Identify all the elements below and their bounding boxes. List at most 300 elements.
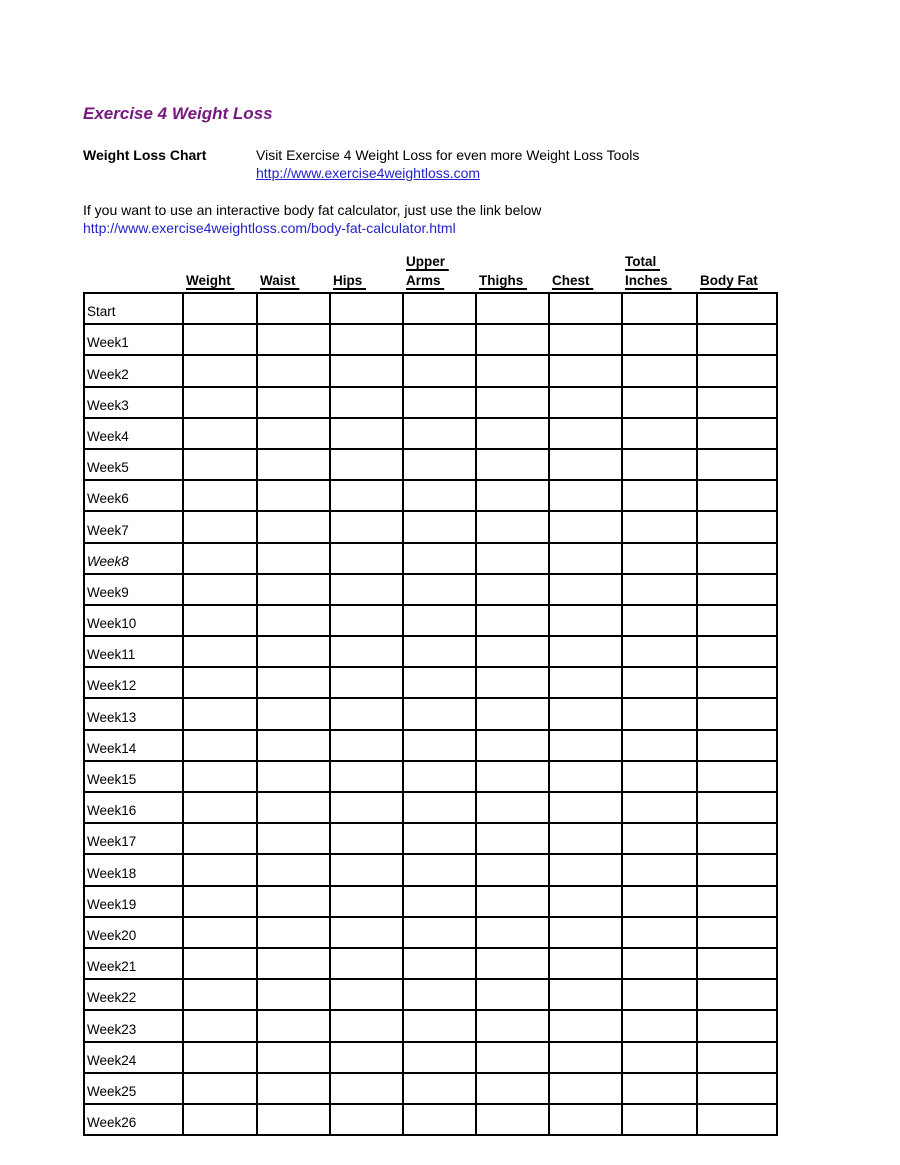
data-cell <box>183 1104 257 1135</box>
data-cell <box>403 574 476 605</box>
data-cell <box>183 1010 257 1041</box>
data-cell <box>476 698 549 729</box>
header-line: Inches <box>625 272 672 288</box>
data-cell <box>330 979 403 1010</box>
data-cell <box>476 605 549 636</box>
data-cell <box>183 511 257 542</box>
data-cell <box>476 324 549 355</box>
data-cell <box>257 355 330 386</box>
data-cell <box>697 917 777 948</box>
data-cell <box>403 1010 476 1041</box>
data-cell <box>549 355 622 386</box>
data-cell <box>330 761 403 792</box>
data-cell <box>257 979 330 1010</box>
data-cell <box>476 449 549 480</box>
data-cell <box>476 761 549 792</box>
table-row <box>84 979 777 1010</box>
data-cell <box>330 948 403 979</box>
table-row <box>84 511 777 542</box>
row-label: Week14 <box>84 730 183 761</box>
header-line: Waist <box>260 272 300 288</box>
data-cell <box>403 355 476 386</box>
data-cell <box>183 1042 257 1073</box>
data-cell <box>403 449 476 480</box>
data-cell <box>403 792 476 823</box>
col-header-waist <box>257 272 330 291</box>
data-cell <box>330 823 403 854</box>
calculator-link[interactable]: http://www.exercise4weightloss.com/body-fat-calculator.html <box>83 220 456 236</box>
data-cell <box>549 854 622 885</box>
row-label: Week26 <box>84 1104 183 1135</box>
row-label: Week12 <box>84 667 183 698</box>
data-cell <box>183 387 257 418</box>
header-line: Thighs <box>479 272 527 288</box>
data-cell <box>622 698 697 729</box>
data-cell <box>549 667 622 698</box>
data-cell <box>257 1042 330 1073</box>
data-cell <box>257 1010 330 1041</box>
row-label: Week23 <box>84 1010 183 1041</box>
data-cell <box>549 823 622 854</box>
data-cell <box>697 1010 777 1041</box>
data-cell <box>476 948 549 979</box>
data-cell <box>697 605 777 636</box>
data-cell <box>622 761 697 792</box>
data-cell <box>183 730 257 761</box>
promo-block <box>256 146 639 182</box>
data-cell <box>183 418 257 449</box>
table-row <box>84 730 777 761</box>
data-cell <box>257 948 330 979</box>
data-cell <box>183 667 257 698</box>
row-label: Week18 <box>84 854 183 885</box>
data-cell <box>549 636 622 667</box>
data-cell <box>549 886 622 917</box>
data-cell <box>257 917 330 948</box>
table-row <box>84 948 777 979</box>
data-cell <box>183 605 257 636</box>
data-cell <box>697 730 777 761</box>
row-label: Week19 <box>84 886 183 917</box>
table-row <box>84 480 777 511</box>
data-cell <box>257 823 330 854</box>
table-row <box>84 823 777 854</box>
row-label: Week25 <box>84 1073 183 1104</box>
data-cell <box>183 324 257 355</box>
data-cell <box>183 948 257 979</box>
row-label: Week11 <box>84 636 183 667</box>
data-cell <box>257 574 330 605</box>
data-cell <box>476 1010 549 1041</box>
data-cell <box>697 574 777 605</box>
table-row <box>84 636 777 667</box>
data-cell <box>330 1104 403 1135</box>
data-cell <box>549 511 622 542</box>
data-cell <box>622 636 697 667</box>
data-cell <box>183 480 257 511</box>
table-row <box>84 355 777 386</box>
row-label: Week22 <box>84 979 183 1010</box>
data-cell <box>697 667 777 698</box>
col-header-body-fat <box>697 272 777 291</box>
intro-row <box>83 146 783 182</box>
table-row <box>84 324 777 355</box>
data-cell <box>697 1042 777 1073</box>
data-cell <box>549 792 622 823</box>
data-cell <box>476 730 549 761</box>
data-cell <box>257 324 330 355</box>
data-cell <box>183 854 257 885</box>
data-cell <box>257 698 330 729</box>
table-body <box>84 293 777 1135</box>
data-cell <box>622 1042 697 1073</box>
table-row <box>84 761 777 792</box>
data-cell <box>403 293 476 324</box>
data-cell <box>549 730 622 761</box>
row-label: Week24 <box>84 1042 183 1073</box>
data-cell <box>403 730 476 761</box>
data-cell <box>622 449 697 480</box>
row-label: Week2 <box>84 355 183 386</box>
row-label: Week8 <box>84 543 183 574</box>
data-cell <box>549 543 622 574</box>
data-cell <box>476 917 549 948</box>
data-cell <box>330 387 403 418</box>
data-cell <box>183 698 257 729</box>
data-cell <box>549 605 622 636</box>
data-cell <box>257 293 330 324</box>
data-cell <box>476 574 549 605</box>
row-label: Week15 <box>84 761 183 792</box>
table-row <box>84 449 777 480</box>
data-cell <box>330 917 403 948</box>
data-cell <box>549 449 622 480</box>
data-cell <box>476 979 549 1010</box>
weight-loss-chart-label: Weight Loss Chart <box>83 147 207 163</box>
data-cell <box>622 854 697 885</box>
data-cell <box>476 480 549 511</box>
data-cell <box>622 792 697 823</box>
data-cell <box>257 387 330 418</box>
table-row <box>84 605 777 636</box>
data-cell <box>697 449 777 480</box>
promo-text: Visit Exercise 4 Weight Loss for even more Weight Loss Tools <box>256 147 640 163</box>
data-cell <box>403 917 476 948</box>
header-line: Upper <box>406 254 449 269</box>
data-cell <box>403 543 476 574</box>
data-cell <box>697 480 777 511</box>
data-cell <box>476 636 549 667</box>
data-cell <box>622 667 697 698</box>
data-cell <box>403 667 476 698</box>
data-cell <box>697 792 777 823</box>
data-cell <box>697 854 777 885</box>
row-label: Week7 <box>84 511 183 542</box>
data-cell <box>476 886 549 917</box>
data-cell <box>330 854 403 885</box>
header-line: Total <box>625 254 660 269</box>
table-row <box>84 1104 777 1135</box>
row-label: Week10 <box>84 605 183 636</box>
document-content <box>83 104 783 1136</box>
data-cell <box>622 574 697 605</box>
data-cell <box>403 480 476 511</box>
data-cell <box>622 418 697 449</box>
data-cell <box>697 886 777 917</box>
data-cell <box>183 449 257 480</box>
data-cell <box>330 605 403 636</box>
data-cell <box>257 605 330 636</box>
promo-link[interactable]: http://www.exercise4weightloss.com <box>256 165 481 181</box>
table-row <box>84 1010 777 1041</box>
data-cell <box>549 324 622 355</box>
data-cell <box>622 886 697 917</box>
data-cell <box>330 355 403 386</box>
table-row <box>84 543 777 574</box>
data-cell <box>183 917 257 948</box>
data-cell <box>697 698 777 729</box>
data-cell <box>549 1073 622 1104</box>
data-cell <box>697 1073 777 1104</box>
data-cell <box>257 1104 330 1135</box>
data-cell <box>330 418 403 449</box>
table-header-row <box>83 253 783 290</box>
data-cell <box>622 730 697 761</box>
data-cell <box>622 387 697 418</box>
data-cell <box>476 355 549 386</box>
data-cell <box>330 886 403 917</box>
table-row <box>84 698 777 729</box>
data-cell <box>622 948 697 979</box>
data-cell <box>257 480 330 511</box>
data-cell <box>476 418 549 449</box>
table-row <box>84 886 777 917</box>
data-cell <box>549 480 622 511</box>
data-cell <box>697 823 777 854</box>
data-cell <box>476 792 549 823</box>
table-row <box>84 917 777 948</box>
data-cell <box>476 667 549 698</box>
data-cell <box>403 511 476 542</box>
data-cell <box>549 387 622 418</box>
data-cell <box>622 480 697 511</box>
data-cell <box>403 854 476 885</box>
row-label: Week5 <box>84 449 183 480</box>
data-cell <box>183 355 257 386</box>
data-cell <box>257 730 330 761</box>
page-title: Exercise 4 Weight Loss <box>83 104 273 123</box>
data-cell <box>476 823 549 854</box>
data-cell <box>476 854 549 885</box>
data-cell <box>622 917 697 948</box>
table-row <box>84 792 777 823</box>
data-cell <box>183 792 257 823</box>
data-cell <box>257 667 330 698</box>
header-line: Chest <box>552 272 594 288</box>
data-cell <box>403 979 476 1010</box>
row-label: Week6 <box>84 480 183 511</box>
data-cell <box>257 854 330 885</box>
data-cell <box>257 511 330 542</box>
data-cell <box>697 979 777 1010</box>
data-cell <box>403 823 476 854</box>
data-cell <box>549 948 622 979</box>
data-cell <box>549 917 622 948</box>
data-cell <box>549 418 622 449</box>
table-row <box>84 574 777 605</box>
data-cell <box>622 1073 697 1104</box>
row-label: Week4 <box>84 418 183 449</box>
data-cell <box>697 293 777 324</box>
data-cell <box>330 293 403 324</box>
col-header-weight <box>183 272 257 291</box>
data-cell <box>476 293 549 324</box>
data-cell <box>257 543 330 574</box>
row-label: Week20 <box>84 917 183 948</box>
data-cell <box>257 418 330 449</box>
row-label: Week17 <box>84 823 183 854</box>
data-cell <box>403 1073 476 1104</box>
data-cell <box>330 1073 403 1104</box>
data-cell <box>697 511 777 542</box>
data-cell <box>330 667 403 698</box>
data-cell <box>403 1042 476 1073</box>
data-cell <box>622 823 697 854</box>
row-label: Week16 <box>84 792 183 823</box>
row-label: Week3 <box>84 387 183 418</box>
data-cell <box>330 636 403 667</box>
header-line: Weight <box>186 272 235 288</box>
row-label: Week1 <box>84 324 183 355</box>
row-label: Start <box>84 293 183 324</box>
data-cell <box>476 1104 549 1135</box>
data-cell <box>403 418 476 449</box>
data-cell <box>476 387 549 418</box>
data-cell <box>257 792 330 823</box>
data-cell <box>257 636 330 667</box>
data-cell <box>549 293 622 324</box>
table-row <box>84 667 777 698</box>
row-label: Week9 <box>84 574 183 605</box>
table-row <box>84 1042 777 1073</box>
data-cell <box>257 1073 330 1104</box>
data-cell <box>476 511 549 542</box>
data-cell <box>183 823 257 854</box>
data-cell <box>257 761 330 792</box>
data-cell <box>697 1104 777 1135</box>
data-cell <box>622 543 697 574</box>
row-label: Week21 <box>84 948 183 979</box>
data-cell <box>697 543 777 574</box>
data-cell <box>257 886 330 917</box>
data-cell <box>330 449 403 480</box>
data-cell <box>403 605 476 636</box>
data-cell <box>476 1042 549 1073</box>
data-cell <box>330 698 403 729</box>
data-cell <box>403 948 476 979</box>
data-cell <box>183 979 257 1010</box>
table-row <box>84 1073 777 1104</box>
data-cell <box>330 480 403 511</box>
data-cell <box>476 543 549 574</box>
row-label: Week13 <box>84 698 183 729</box>
data-cell <box>549 1104 622 1135</box>
header-line: Body Fat <box>700 272 758 288</box>
col-header-upper-arms <box>403 253 476 290</box>
data-cell <box>549 1042 622 1073</box>
data-cell <box>697 418 777 449</box>
data-cell <box>622 1010 697 1041</box>
data-cell <box>183 543 257 574</box>
data-cell <box>257 449 330 480</box>
data-cell <box>330 1042 403 1073</box>
data-cell <box>330 792 403 823</box>
data-cell <box>403 636 476 667</box>
data-cell <box>403 324 476 355</box>
data-cell <box>549 1010 622 1041</box>
data-cell <box>549 698 622 729</box>
data-cell <box>330 543 403 574</box>
table-row <box>84 387 777 418</box>
data-cell <box>183 886 257 917</box>
data-cell <box>183 1073 257 1104</box>
calculator-block <box>83 201 783 237</box>
data-cell <box>622 605 697 636</box>
data-cell <box>697 324 777 355</box>
calculator-text: If you want to use an interactive body fat calculator, just use the link below <box>83 202 542 218</box>
data-cell <box>697 948 777 979</box>
data-cell <box>622 324 697 355</box>
data-cell <box>403 886 476 917</box>
data-cell <box>549 574 622 605</box>
data-cell <box>330 730 403 761</box>
data-cell <box>330 574 403 605</box>
header-line: Hips <box>333 272 367 288</box>
data-cell <box>549 761 622 792</box>
data-cell <box>622 979 697 1010</box>
table-row <box>84 293 777 324</box>
measurement-table <box>83 292 778 1136</box>
data-cell <box>697 761 777 792</box>
data-cell <box>403 698 476 729</box>
col-header-thighs <box>476 272 549 291</box>
data-cell <box>183 293 257 324</box>
col-header-chest <box>549 272 622 291</box>
data-cell <box>330 324 403 355</box>
data-cell <box>183 636 257 667</box>
data-cell <box>183 574 257 605</box>
data-cell <box>403 387 476 418</box>
table-row <box>84 854 777 885</box>
data-cell <box>330 511 403 542</box>
data-cell <box>183 761 257 792</box>
data-cell <box>549 979 622 1010</box>
data-cell <box>622 293 697 324</box>
data-cell <box>403 761 476 792</box>
data-cell <box>476 1073 549 1104</box>
data-cell <box>622 511 697 542</box>
data-cell <box>330 1010 403 1041</box>
data-cell <box>622 1104 697 1135</box>
header-line: Arms <box>406 272 445 288</box>
data-cell <box>403 1104 476 1135</box>
col-header-hips <box>330 272 403 291</box>
data-cell <box>697 355 777 386</box>
data-cell <box>697 636 777 667</box>
data-cell <box>697 387 777 418</box>
table-row <box>84 418 777 449</box>
col-header-total-inches <box>622 253 697 290</box>
